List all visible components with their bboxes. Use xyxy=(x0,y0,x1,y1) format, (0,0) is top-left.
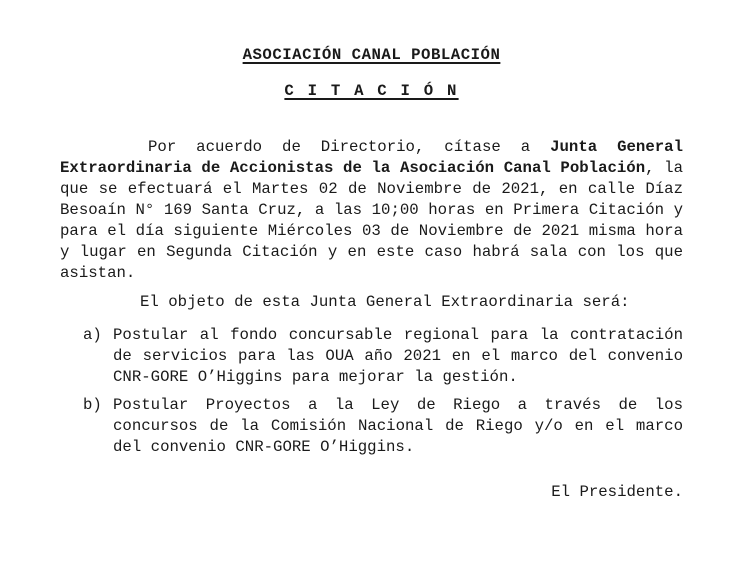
document-title xyxy=(60,45,683,66)
list-item-marker: a) xyxy=(83,326,102,344)
agenda-list xyxy=(60,325,683,458)
list-item-text: Postular Proyectos a la Ley de Riego a través de los concursos de la Comisión Nacional de Riego y/o en el marco del convenio CNR-GORE O’Higgins. xyxy=(113,396,683,456)
list-item xyxy=(60,395,683,458)
paragraph-bold-phrase: Junta General Extraordinaria de Accionistas de la Asociación Canal Población xyxy=(60,138,684,177)
document-subtitle-text: C I T A C I Ó N xyxy=(284,82,459,100)
main-paragraph xyxy=(60,137,683,284)
document-title-text: ASOCIACIÓN CANAL POBLACIÓN xyxy=(242,46,501,64)
list-item-marker: b) xyxy=(83,396,102,414)
document-subtitle xyxy=(60,81,683,102)
objeto-line: El objeto de esta Junta General Extraordinaria será: xyxy=(140,293,630,311)
list-item xyxy=(60,325,683,388)
signature-line: El Presidente. xyxy=(551,483,683,501)
list-item-text: Postular al fondo concursable regional para la contratación de servicios para las OUA año 2021 en el marco del convenio CNR-GORE O’Higgins para mejorar la gestión. xyxy=(113,326,683,386)
paragraph-tail: , la que se efectuará el Martes 02 de Noviembre de 2021, en calle Díaz Besoaín N° 169 Santa Cruz, a las 10;00 horas en Primera Citación y para el día siguiente Miércoles 03 de Noviembre de 2021 misma hora y lugar en Segunda Citación y en este caso habrá sala con los que asistan. xyxy=(60,159,684,282)
paragraph-lead: Por acuerdo de Directorio, cítase a xyxy=(148,138,551,156)
